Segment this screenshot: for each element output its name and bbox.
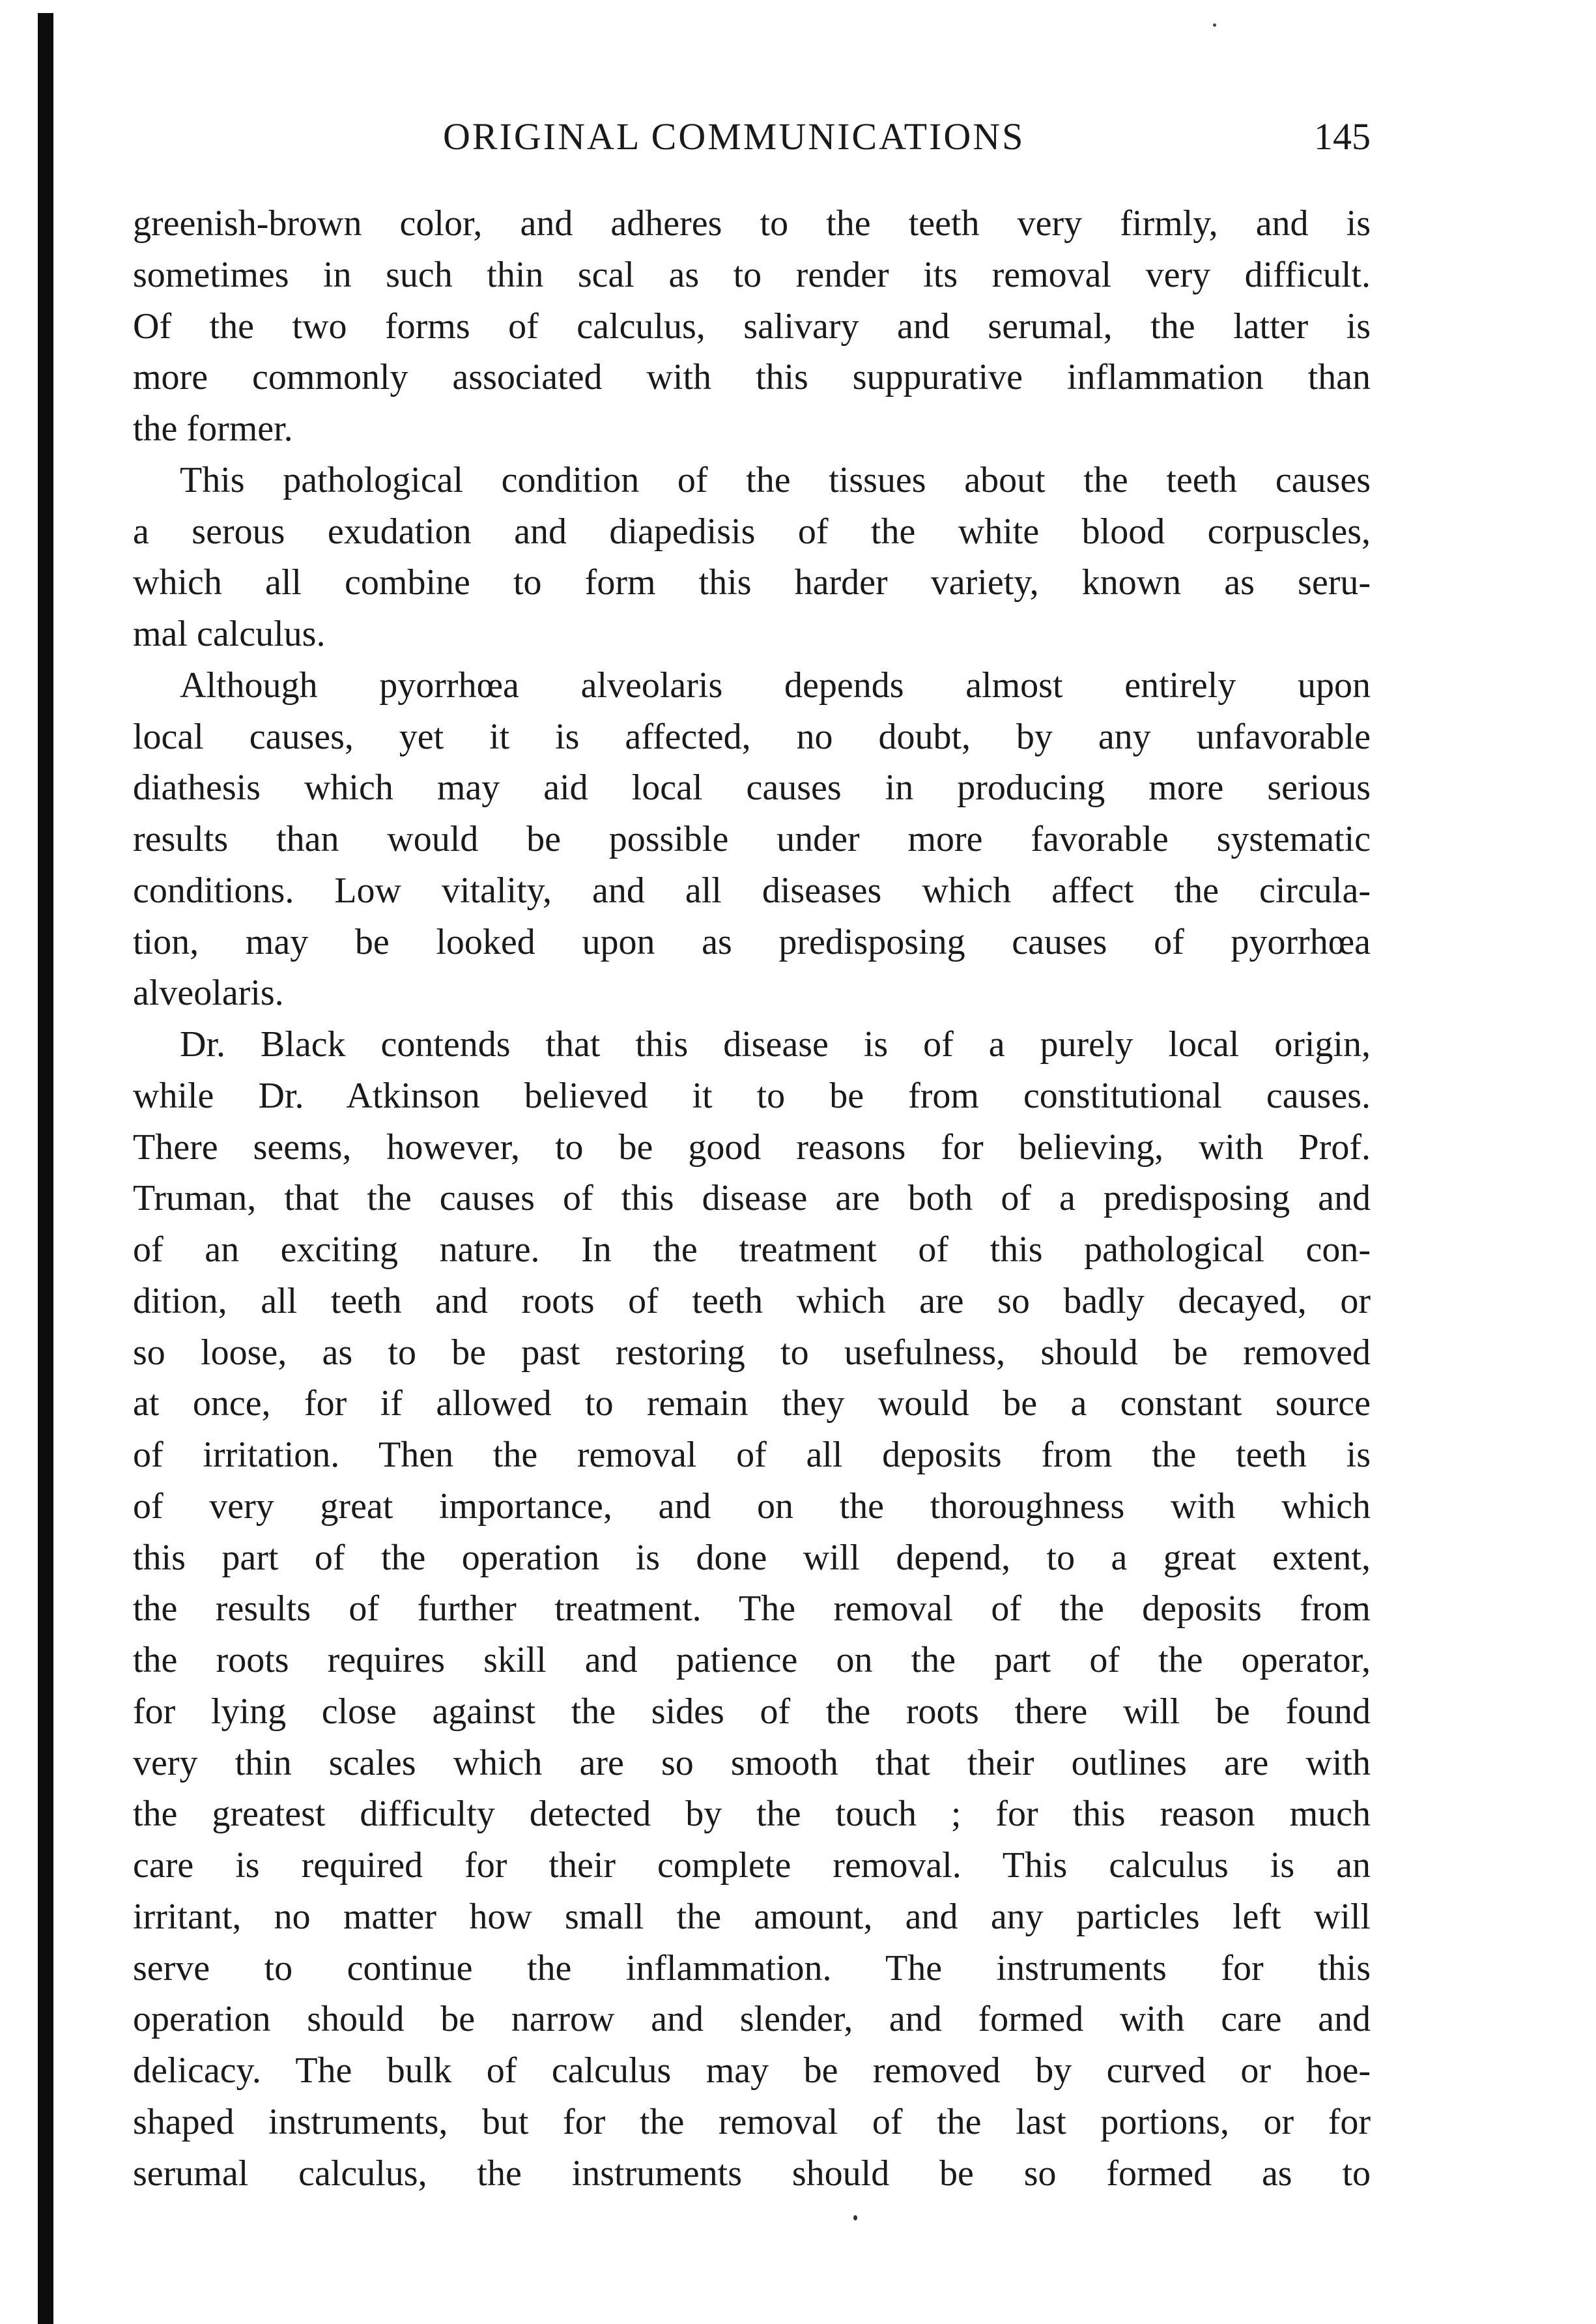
text-line: greenish-brown color, and adheres to the teeth very firmly, and is: [133, 203, 1371, 244]
text-line: Truman, that the causes of this disease are both of a predisposing and: [133, 1178, 1371, 1219]
text-line: local causes, yet it is affected, no doubt, by any unfavorable: [133, 716, 1371, 757]
paragraph: [133, 198, 1371, 455]
text-line: the greatest difficulty detected by the touch ; for this reason much: [133, 1794, 1371, 1835]
text-line: sometimes in such thin scal as to render its removal very difficult.: [133, 254, 1371, 295]
text-line: Although pyorrhœa alveolaris depends almost entirely upon: [180, 665, 1371, 706]
paragraph: [133, 455, 1371, 660]
text-line: the former.: [133, 409, 293, 449]
text-line: this part of the operation is done will depend, to a great extent,: [133, 1537, 1371, 1578]
text-line: for lying close against the sides of the roots there will be found: [133, 1691, 1371, 1732]
text-line: serumal calculus, the instruments should be so formed as to: [133, 2153, 1371, 2194]
page-number: 145: [1314, 115, 1371, 158]
page-header: [133, 115, 1371, 167]
text-line: tion, may be looked upon as predisposing causes of pyorrhœa: [133, 921, 1371, 962]
text-line: alveolaris.: [133, 973, 284, 1014]
text-line: shaped instruments, but for the removal of the last portions, or for: [133, 2101, 1371, 2142]
text-line: very thin scales which are so smooth that their outlines are with: [133, 1742, 1371, 1783]
text-line: delicacy. The bulk of calculus may be removed by curved or hoe-: [133, 2050, 1371, 2091]
text-line: irritant, no matter how small the amount, and any particles left will: [133, 1896, 1371, 1937]
text-line: while Dr. Atkinson believed it to be from constitutional causes.: [133, 1075, 1371, 1116]
text-line: results than would be possible under more favorable systematic: [133, 819, 1371, 859]
text-line: so loose, as to be past restoring to usefulness, should be removed: [133, 1332, 1371, 1373]
text-line: mal calculus.: [133, 614, 326, 654]
ink-speck: [853, 2215, 857, 2220]
page-binding-edge: [38, 13, 53, 2324]
text-line: more commonly associated with this suppurative inflammation than: [133, 357, 1371, 398]
text-line: serve to continue the inflammation. The instruments for this: [133, 1947, 1371, 1988]
text-line: dition, all teeth and roots of teeth which are so badly decayed, or: [133, 1280, 1371, 1321]
text-line: care is required for their complete removal. This calculus is an: [133, 1845, 1371, 1886]
paragraph: [133, 1019, 1371, 2199]
text-line: the roots requires skill and patience on the part of the operator,: [133, 1640, 1371, 1680]
body-text: [133, 198, 1371, 2199]
text-line: Of the two forms of calculus, salivary and serumal, the latter is: [133, 306, 1371, 347]
text-line: of very great importance, and on the thoroughness with which: [133, 1485, 1371, 1527]
text-line: the results of further treatment. The removal of the deposits from: [133, 1588, 1371, 1629]
running-head: ORIGINAL COMMUNICATIONS: [443, 115, 1025, 158]
text-line: There seems, however, to be good reasons for believing, with Prof.: [133, 1126, 1371, 1168]
text-line: This pathological condition of the tissues about the teeth causes: [180, 459, 1371, 500]
text-line: operation should be narrow and slender, and formed with care and: [133, 1999, 1371, 2040]
text-line: of an exciting nature. In the treatment of this pathological con-: [133, 1229, 1371, 1270]
paragraph: [133, 660, 1371, 1019]
text-line: at once, for if allowed to remain they would be a constant source: [133, 1383, 1371, 1424]
text-line: conditions. Low vitality, and all diseases which affect the circula-: [133, 870, 1371, 911]
text-line: a serous exudation and diapedisis of the white blood corpuscles,: [133, 511, 1371, 552]
text-line: of irritation. Then the removal of all deposits from the teeth is: [133, 1435, 1371, 1475]
text-line: which all combine to form this harder variety, known as seru-: [133, 562, 1371, 603]
ink-speck: [1213, 23, 1216, 27]
text-line: diathesis which may aid local causes in producing more serious: [133, 767, 1371, 809]
text-line: Dr. Black contends that this disease is of a purely local origin,: [180, 1024, 1371, 1065]
